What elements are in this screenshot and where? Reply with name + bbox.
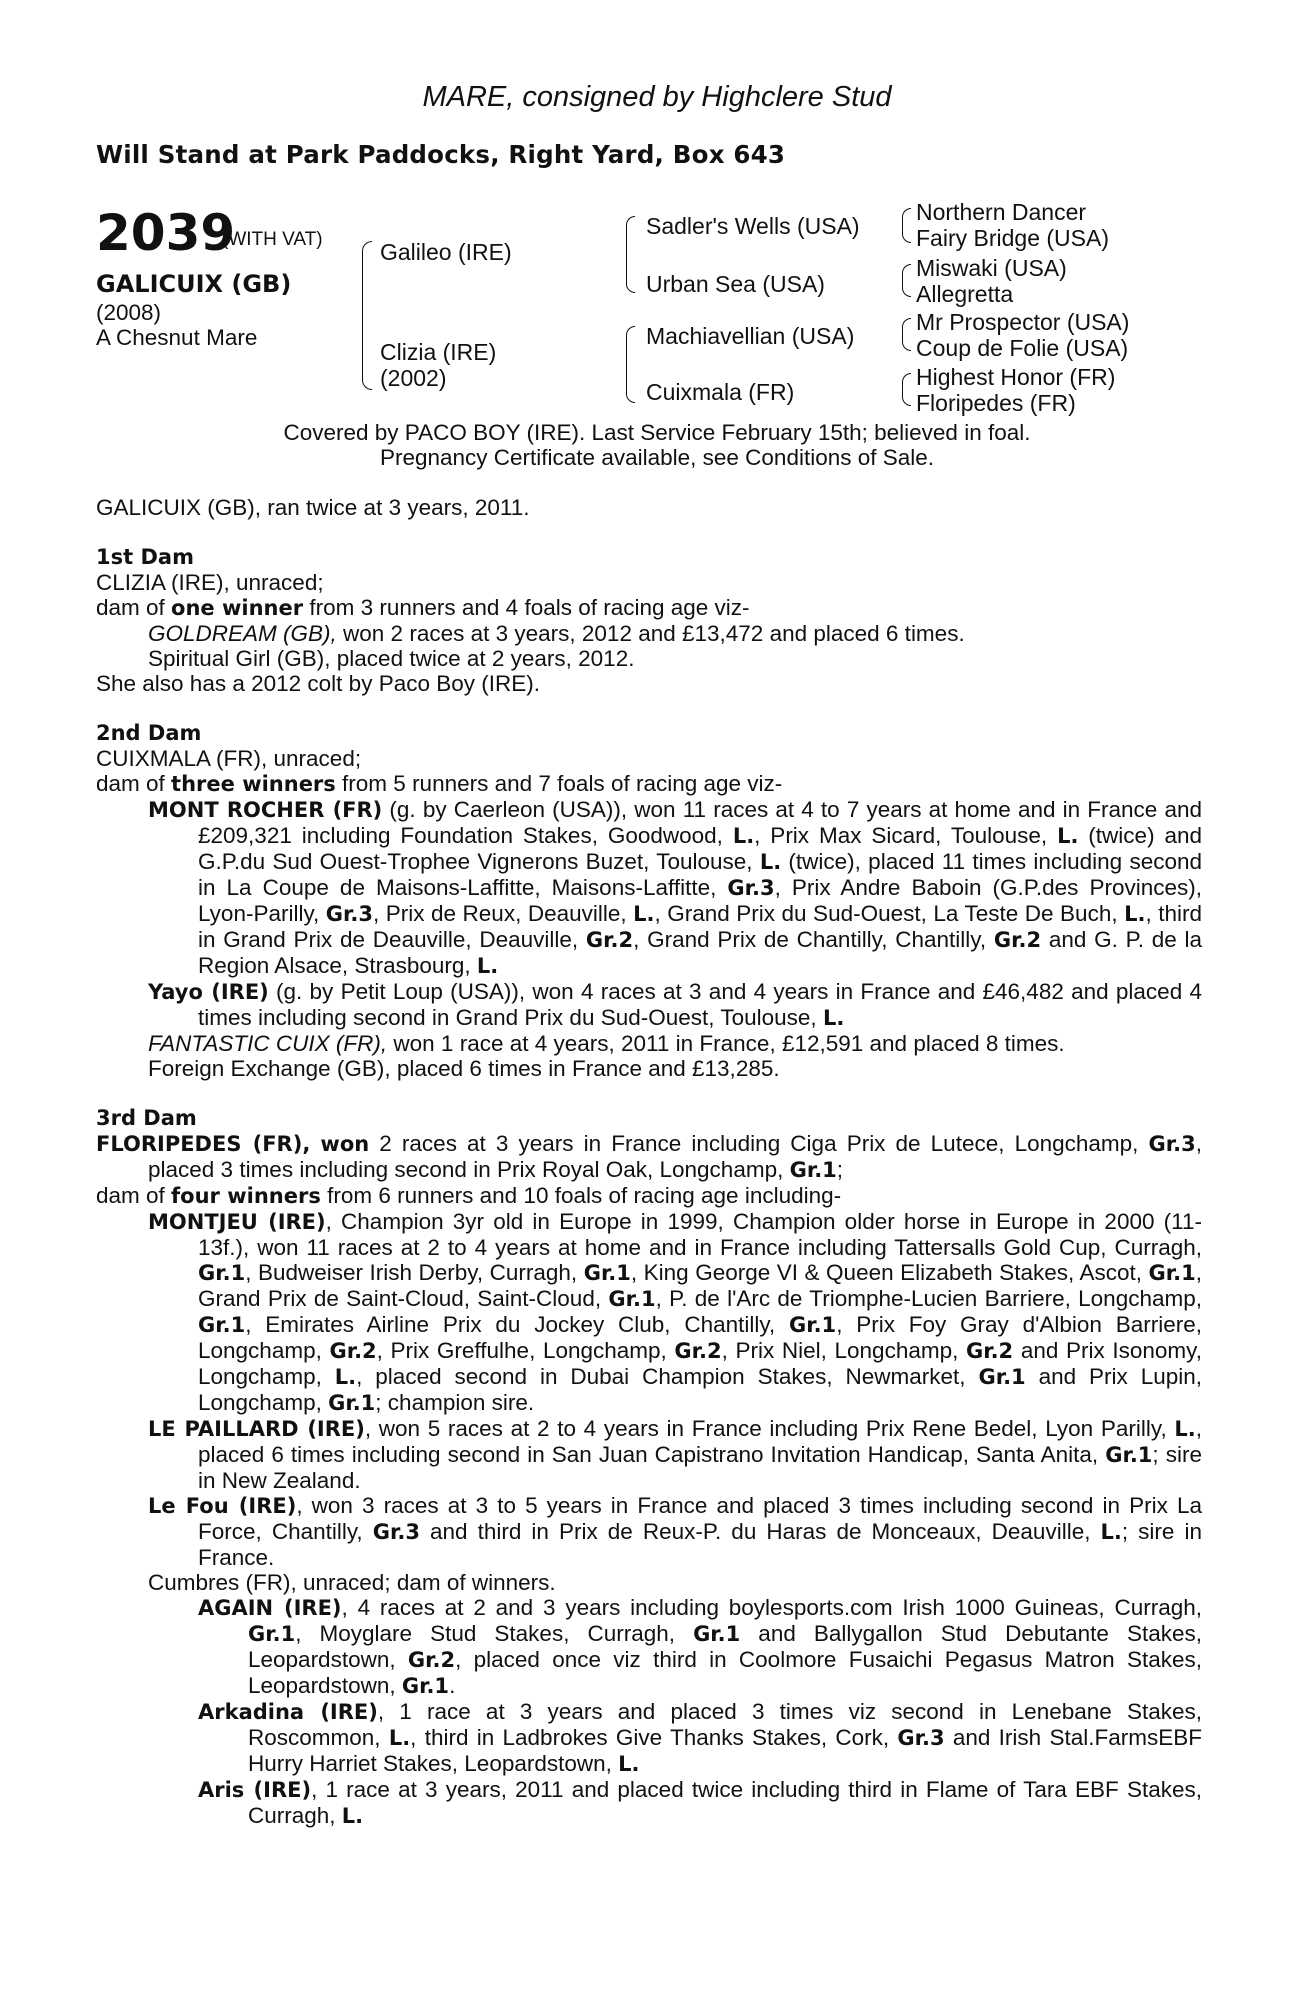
race-summary: GALICUIX (GB), ran twice at 3 years, 2011. [96, 495, 530, 520]
pedigree-g1: Northern Dancer [916, 199, 1087, 225]
progeny-foreign-exchange: Foreign Exchange (GB), placed 6 times in France and £13,285. [148, 1056, 780, 1081]
pedigree-g4: Allegretta [916, 281, 1014, 307]
brace-g1-lower [902, 225, 911, 243]
pedigree-sire: Galileo (IRE) [380, 239, 512, 265]
pedigree-g7: Highest Honor (FR) [916, 364, 1116, 390]
brace-sire-dam-upper [362, 241, 372, 308]
brace-dam-parents-upper [626, 326, 635, 357]
pedigree-dam-dam: Cuixmala (FR) [646, 379, 795, 405]
consignment-title: MARE, consigned by Highclere Stud [422, 81, 892, 113]
brace-g3-lower [902, 334, 911, 351]
first-dam-note: She also has a 2012 colt by Paco Boy (IRE). [96, 671, 540, 696]
progeny-spiritual-girl: Spiritual Girl (GB), placed twice at 2 years, 2012. [148, 646, 635, 671]
pedigree-g5: Mr Prospector (USA) [916, 309, 1130, 335]
stand-location: Will Stand at Park Paddocks, Right Yard, Box 643 [96, 140, 786, 169]
progeny-again: AGAIN (IRE), 4 races at 2 and 3 years including boylesports.com Irish 1000 Guineas, Curragh, Gr.1, Moyglare Stud Stakes, Curragh, Gr.1 and Ballygallon Stud Debutante Stakes, Leopardstown, Gr.2, placed once viz third in Coolmore Fusaichi Pegasus Matron Stakes, Leopardstown, Gr.1. [198, 1595, 1203, 1698]
lot-number: 2039 [96, 204, 236, 262]
brace-g3-upper [902, 318, 911, 335]
third-dam-heading: 3rd Dam [96, 1106, 197, 1130]
progeny-montjeu: MONTJEU (IRE), Champion 3yr old in Europe in 1999, Champion older horse in Europe in 2000 (11-13f.), won 11 races at 2 to 4 years at home and in France including Tattersalls Gold Cup, Curragh, Gr.1, Budweiser Irish Derby, Curragh, Gr.1, King George VI & Queen Elizabeth Stakes, Ascot, Gr.1, Grand Prix de Saint-Cloud, Saint-Cloud, Gr.1, P. de l'Arc de Triomphe-Lucien Barriere, Longchamp, Gr.1, Emirates Airline Prix du Jockey Club, Chantilly, Gr.1, Prix Foy Gray d'Albion Barriere, Longchamp, Gr.2, Prix Greffulhe, Longchamp, Gr.2, Prix Niel, Longchamp, Gr.2 and Prix Isonomy, Longchamp, L., placed second in Dubai Champion Stakes, Newmarket, Gr.1 and Prix Lupin, Longchamp, Gr.1; champion sire. [148, 1209, 1203, 1415]
progeny-yayo: Yayo (IRE) (g. by Petit Loup (USA)), won 4 races at 3 and 4 years in France and £46,482 and placed 4 times including second in Grand Prix du Sud-Ouest, Toulouse, L. [148, 979, 1202, 1030]
brace-dam-parents-lower [626, 356, 635, 403]
second-dam-heading: 2nd Dam [96, 721, 202, 745]
pedigree-sire-dam: Urban Sea (USA) [646, 271, 825, 297]
brace-g4-lower [902, 389, 911, 406]
horse-description: A Chesnut Mare [96, 325, 258, 350]
first-dam-produce: dam of one winner from 3 runners and 4 foals of racing age viz- [96, 595, 750, 620]
catalogue-body [96, 495, 1202, 1829]
pedigree-g6: Coup de Folie (USA) [916, 335, 1129, 361]
brace-sire-parents-lower [626, 246, 635, 293]
third-dam-name: FLORIPEDES (FR), won 2 races at 3 years in France including Ciga Prix de Lutece, Longchamp, Gr.3, placed 3 times including second in Prix Royal Oak, Longchamp, Gr.1; [96, 1131, 1202, 1182]
second-dam-produce: dam of three winners from 5 runners and 7 foals of racing age viz- [96, 771, 783, 796]
pedigree-dam-year: (2002) [380, 365, 447, 391]
pedigree-g3: Miswaki (USA) [916, 255, 1067, 281]
second-dam-name: CUIXMALA (FR), unraced; [96, 746, 362, 771]
brace-sire-dam-lower [362, 307, 372, 390]
vat-label: (WITH VAT) [222, 229, 323, 250]
first-dam-heading: 1st Dam [96, 545, 194, 569]
pedigree-sire-sire: Sadler's Wells (USA) [646, 213, 860, 239]
pedigree-dam: Clizia (IRE) [380, 339, 497, 365]
brace-g2-lower [902, 280, 911, 297]
progeny-le-paillard: LE PAILLARD (IRE), won 5 races at 2 to 4 years in France including Prix Rene Bedel, Lyon Parilly, L., placed 6 times including second in San Juan Capistrano Invitation Handicap, Santa Anita, Gr.1; sire in New Zealand. [148, 1416, 1202, 1493]
third-dam-produce: dam of four winners from 6 runners and 10 foals of racing age including- [96, 1183, 842, 1208]
progeny-mont-rocher: MONT ROCHER (FR) (g. by Caerleon (USA)), won 11 races at 4 to 7 years at home and in France and £209,321 including Foundation Stakes, Goodwood, L., Prix Max Sicard, Toulouse, L. (twice) and G.P.du Sud Ouest-Trophee Vignerons Buzet, Toulouse, L. (twice), placed 11 times including second in La Coupe de Maisons-Laffitte, Maisons-Laffitte, Gr.3, Prix Andre Baboin (G.P.des Provinces), Lyon-Parilly, Gr.3, Prix de Reux, Deauville, L., Grand Prix du Sud-Ouest, La Teste De Buch, L., third in Grand Prix de Deauville, Deauville, Gr.2, Grand Prix de Chantilly, Chantilly, Gr.2 and G. P. de la Region Alsace, Strasbourg, L. [148, 797, 1202, 978]
first-dam-name: CLIZIA (IRE), unraced; [96, 570, 324, 595]
progeny-fantastic-cuix: FANTASTIC CUIX (FR), won 1 race at 4 years, 2011 in France, £12,591 and placed 8 times. [148, 1031, 1065, 1056]
pedigree-dam-sire: Machiavellian (USA) [646, 323, 855, 349]
progeny-arkadina: Arkadina (IRE), 1 race at 3 years and placed 3 times viz second in Lenebane Stakes, Roscommon, L., third in Ladbrokes Give Thanks Stakes, Cork, Gr.3 and Irish Stal.FarmsEBF Hurry Harriet Stakes, Leopardstown, L. [198, 1699, 1202, 1776]
covered-line-2: Pregnancy Certificate available, see Conditions of Sale. [379, 445, 935, 470]
brace-g4-upper [902, 373, 911, 390]
horse-name: GALICUIX (GB) [96, 270, 292, 298]
brace-g1-upper [902, 208, 911, 226]
progeny-aris: Aris (IRE), 1 race at 3 years, 2011 and placed twice including third in Flame of Tara EBF Stakes, Curragh, L. [198, 1777, 1202, 1828]
brace-sire-parents-upper [626, 216, 635, 247]
progeny-goldream: GOLDREAM (GB), won 2 races at 3 years, 2012 and £13,472 and placed 6 times. [148, 621, 965, 646]
progeny-cumbres: Cumbres (FR), unraced; dam of winners. [148, 1570, 556, 1595]
brace-g2-upper [902, 264, 911, 281]
pedigree-g8: Floripedes (FR) [916, 390, 1076, 416]
covered-line-1: Covered by PACO BOY (IRE). Last Service February 15th; believed in foal. [283, 420, 1031, 445]
progeny-le-fou: Le Fou (IRE), won 3 races at 3 to 5 years in France and placed 3 times including second in Prix La Force, Chantilly, Gr.3 and third in Prix de Reux-P. du Haras de Monceaux, Deauville, L.; sire in France. [148, 1493, 1203, 1570]
pedigree-g2: Fairy Bridge (USA) [916, 225, 1109, 251]
horse-year: (2008) [96, 300, 162, 325]
